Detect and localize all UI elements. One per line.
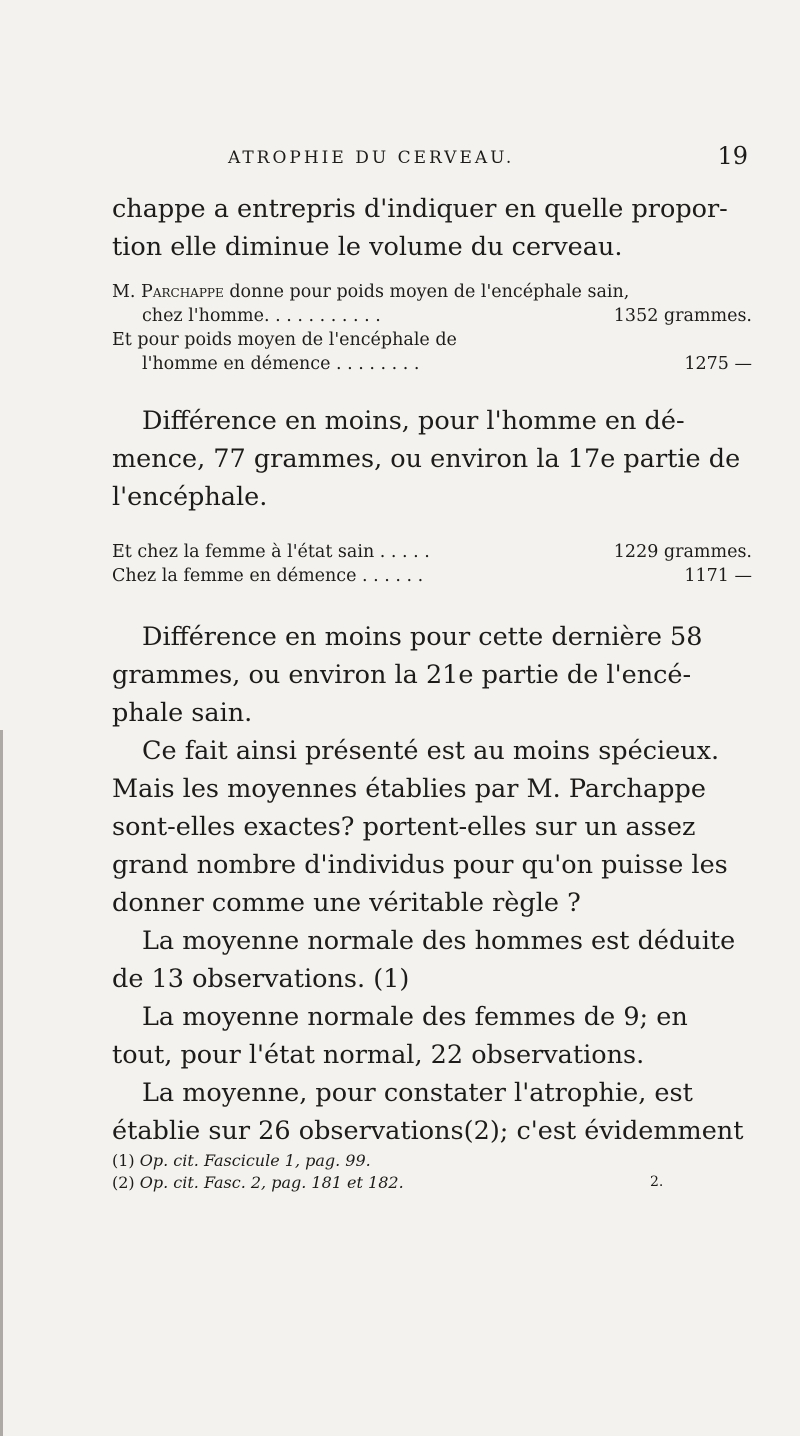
paragraph-2: Différence en moins, pour l'homme en dé- mence, 77 grammes, ou environ la 17e partie de l'encéphale. (112, 406, 741, 512)
paragraph-3: Différence en moins pour cette dernière 58 grammes, ou environ la 21e partie de l'encé- phale sain. (112, 622, 703, 728)
footnote-2: (2) Op. cit. Fasc. 2, pag. 181 et 182. (112, 1173, 404, 1192)
paragraph-4: Ce fait ainsi présenté est au moins spécieux. Mais les moyennes établies par M. Parchappe sont-elles exactes? portent-elles sur un assez grand nombre d'individus pour qu'on puisse les donner comme une véritable règle ? (112, 736, 728, 918)
paragraph-6: La moyenne normale des femmes de 9; en tout, pour l'état normal, 22 observations. (112, 1002, 688, 1070)
signature-mark: 2. (650, 1174, 664, 1190)
table-row: Et chez la femme à l'état sain . . . . . 1229 grammes. (112, 542, 752, 562)
page-edge-shadow (0, 730, 3, 1436)
footnote-1: (1) Op. cit. Fascicule 1, pag. 99. (112, 1151, 371, 1170)
table-men (112, 280, 752, 376)
table-line: Et pour poids moyen de l'encéphale de (112, 330, 457, 350)
table-row: l'homme en démence . . . . . . . . 1275 — (142, 354, 752, 374)
table-row: chez l'homme. . . . . . . . . . . 1352 grammes. (142, 306, 752, 326)
table-women (112, 540, 752, 588)
running-header (228, 142, 748, 170)
running-title: ATROPHIE DU CERVEAU. (228, 148, 515, 168)
paragraph-1: chappe a entrepris d'indiquer en quelle propor- tion elle diminue le volume du cerveau. (112, 194, 728, 262)
paragraph-5: La moyenne normale des hommes est déduite de 13 observations. (1) (112, 926, 736, 994)
table-row: Chez la femme en démence . . . . . . 1171 — (112, 566, 752, 586)
table-intro: M. Parchappe donne pour poids moyen de l'encéphale sain, (112, 282, 630, 302)
page-number: 19 (717, 142, 748, 170)
paragraph-7: La moyenne, pour constater l'atrophie, est établie sur 26 observations(2); c'est évidemment (112, 1078, 744, 1146)
